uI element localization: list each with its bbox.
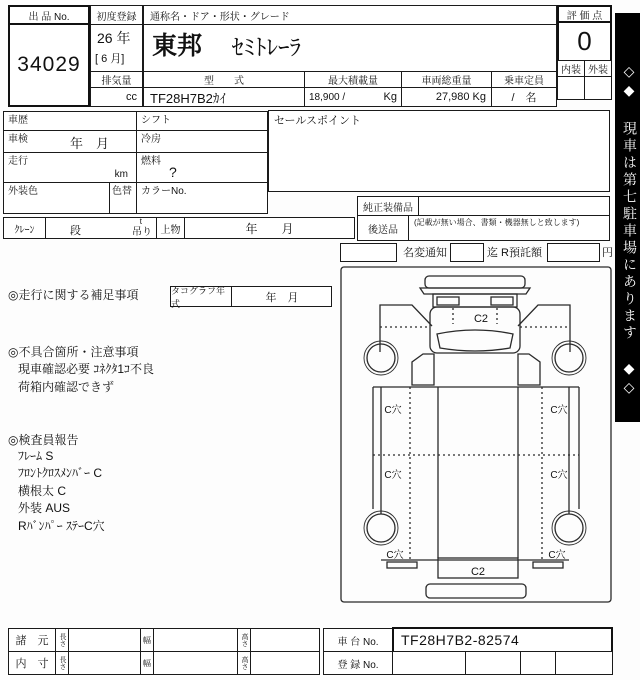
spec-length-header <box>55 628 69 652</box>
flap-left <box>387 562 417 568</box>
genuine-equipment-header <box>357 196 419 216</box>
shift-label: シフト <box>141 115 171 126</box>
grade-value-cell <box>557 23 612 60</box>
width-label: 幅 <box>143 635 151 645</box>
model-code-label: 型 式 <box>204 76 244 87</box>
body-type-label: 上物 <box>160 224 181 236</box>
wheel-rear-right <box>555 514 583 542</box>
support-right <box>518 354 540 385</box>
color-change-label: 色替 <box>112 186 132 197</box>
name-change-date-box <box>450 243 484 262</box>
deposit-amount-box <box>547 243 600 262</box>
name-change-input-box <box>340 243 397 262</box>
front-wing <box>420 288 530 294</box>
tachograph-value: 年 月 <box>265 291 299 304</box>
sales-point-box <box>268 110 610 192</box>
ext-color-label: 外装色 <box>8 186 38 197</box>
spec-row-header <box>8 628 56 652</box>
wheel-front-left <box>367 344 395 372</box>
yen-label: 円 <box>602 247 613 259</box>
wheel-rear-left <box>367 514 395 542</box>
grade-header <box>557 5 612 23</box>
reg-no-cell <box>520 651 556 675</box>
displacement-value-cell <box>90 87 143 107</box>
mileage-label: 走行 <box>8 156 28 167</box>
inner-length-cell <box>68 651 141 675</box>
tachograph-label: タコグラフ年式 <box>171 285 226 309</box>
inner-row-header <box>8 651 56 675</box>
fuel-value: ? <box>169 164 177 180</box>
tachograph-header <box>170 286 232 307</box>
max-load-label: 最大積載量 <box>328 76 378 87</box>
spec-height-cell <box>250 628 320 652</box>
vehicle-name-cell <box>143 24 557 72</box>
cab-window-right <box>491 297 513 305</box>
rear-bumper <box>426 584 526 598</box>
color-change-cell <box>109 182 137 214</box>
wheel-front-right-outer <box>552 341 586 375</box>
inspector-line: 外装 AUS <box>18 501 71 515</box>
lot-number-value: 34029 <box>17 53 81 76</box>
spec-height-header <box>237 628 251 652</box>
tachograph-value-cell <box>232 286 332 307</box>
genuine-equipment-label: 純正装備品 <box>363 202 413 214</box>
first-reg-month: [ 6 月] <box>95 53 125 65</box>
model-code-header <box>143 71 305 88</box>
defect-line: 荷箱内確認できず <box>18 380 115 394</box>
history-cell <box>3 111 137 131</box>
front-bumper <box>425 276 525 288</box>
chassis-no-label: 車 台 No. <box>337 636 379 648</box>
height-label: 高さ <box>241 656 248 670</box>
deposit-label: R預託額 <box>501 247 542 259</box>
first-reg-label: 初度登録 <box>96 11 137 23</box>
body-type-cell <box>156 217 185 239</box>
lot-number-label: 出 品 No. <box>28 11 70 23</box>
vehicle-diagram <box>340 266 612 603</box>
displacement-label: 排気量 <box>101 76 132 87</box>
wheel-front-left-outer <box>364 341 398 375</box>
sales-point-label: セールスポイント <box>274 115 362 127</box>
diagram-rear-mark: C2 <box>470 566 486 578</box>
mileage-note-title: ◎走行に関する補足事項 <box>8 288 139 302</box>
model-name: ｾﾐﾄﾚｰﾗ <box>232 34 301 60</box>
color-no-cell <box>136 182 268 214</box>
crane-spec-cell <box>45 217 157 239</box>
diagram-hole-mark: C穴 <box>550 405 568 416</box>
reg-no-cell <box>465 651 521 675</box>
chassis-no-header <box>323 628 393 652</box>
vehicle-name-header <box>143 5 557 25</box>
spec-length-cell <box>68 628 141 652</box>
gross-weight-value: 27,980 Kg <box>435 91 486 103</box>
front-left-outline <box>380 305 432 352</box>
spec-width-cell <box>153 628 238 652</box>
lot-number-header <box>8 5 90 25</box>
max-load-value: 18,900 / <box>309 91 346 103</box>
fuel-cell <box>136 152 268 183</box>
gross-weight-header <box>401 71 492 88</box>
first-reg-value-cell <box>90 24 143 72</box>
diagram-hole-mark: C穴 <box>550 470 568 481</box>
crane-cell <box>3 217 46 239</box>
exterior-value-cell <box>584 76 612 100</box>
inspection-cell <box>3 130 137 153</box>
first-reg-header <box>90 5 143 25</box>
grade-label: 評 価 点 <box>566 10 603 22</box>
interior-header <box>557 60 585 77</box>
until-label: 迄 <box>487 247 498 259</box>
reg-no-cell <box>555 651 613 675</box>
length-label: 長さ <box>59 633 66 647</box>
diagram-hole-mark: C穴 <box>384 405 402 416</box>
inner-width-header <box>140 651 154 675</box>
mileage-cell <box>3 152 137 183</box>
capacity-header <box>491 71 557 88</box>
diagram-hole-mark: C穴 <box>386 550 404 561</box>
later-items-note: (記載が無い場合、書類・機器無しと致します) <box>414 218 580 227</box>
first-reg-year: 26 年 <box>97 30 131 46</box>
chassis-no-cell <box>392 627 613 653</box>
grade-value: 0 <box>577 26 592 56</box>
ac-label: 冷房 <box>141 134 161 145</box>
displacement-header <box>90 71 143 88</box>
max-load-unit: Kg <box>383 91 397 103</box>
later-items-label: 後送品 <box>368 224 398 236</box>
coupler-inner <box>437 330 513 351</box>
chassis-no-value: TF28H7B2-82574 <box>401 632 520 648</box>
body-year-cell <box>184 217 355 239</box>
reg-no-label: 登 録 No. <box>337 659 379 671</box>
inspector-line: ﾌﾚｰﾑ S <box>18 449 54 463</box>
gross-weight-label: 車両総重量 <box>421 76 472 87</box>
body-year-value: 年 月 <box>245 221 294 236</box>
spec-label: 諸 元 <box>15 635 49 647</box>
inner-label: 内 寸 <box>15 658 49 670</box>
diagram-hole-mark: C穴 <box>548 550 566 561</box>
defect-line: 現車確認必要 ｺﾈｸﾀ1ｺ不良 <box>18 362 155 376</box>
lot-number-value-cell <box>8 25 90 105</box>
inspection-value: 年 月 <box>70 136 110 151</box>
cab-window-left <box>437 297 459 305</box>
wheel-rear-right-outer <box>552 511 586 545</box>
model-code-value: TF28H7B2ｶｲ <box>150 90 226 106</box>
defect-title: ◎不具合箇所・注意事項 <box>8 345 139 359</box>
length-label: 長さ <box>59 656 66 670</box>
gross-weight-cell <box>401 87 492 107</box>
history-label: 車歴 <box>8 115 28 126</box>
wheel-rear-left-outer <box>364 511 398 545</box>
max-load-header <box>304 71 402 88</box>
reg-no-header <box>323 651 393 675</box>
exterior-header <box>584 60 612 77</box>
front-right-outline <box>518 305 570 352</box>
inner-length-header <box>55 651 69 675</box>
maker-name: 東邦 <box>152 32 203 60</box>
capacity-label: 乗車定員 <box>504 76 544 87</box>
inspector-line: Rﾊﾞﾝﾊﾟｰ ｽﾃｰC穴 <box>18 519 105 533</box>
max-load-cell <box>304 87 402 107</box>
crane-lift-label: 吊り <box>132 227 152 238</box>
width-label: 幅 <box>143 658 151 668</box>
capacity-value: / 名 <box>511 92 537 104</box>
inspector-line: ﾌﾛﾝﾄｸﾛｽﾒﾝﾊﾞｰ C <box>18 466 103 480</box>
support-left <box>412 354 434 385</box>
parking-notice-banner <box>615 13 640 422</box>
inspection-label: 車検 <box>8 134 28 145</box>
inner-height-header <box>237 651 251 675</box>
wheel-front-right <box>555 344 583 372</box>
fuel-label: 燃料 <box>141 156 161 167</box>
crane-label: ｸﾚｰﾝ <box>14 224 35 236</box>
inspector-line: 横根太 C <box>18 484 67 498</box>
flap-right <box>533 562 563 568</box>
interior-value-cell <box>557 76 585 100</box>
inner-height-cell <box>250 651 320 675</box>
height-label: 高さ <box>241 633 248 647</box>
diagram-front-mark: C2 <box>473 313 489 325</box>
ext-color-cell <box>3 182 110 214</box>
crane-stage-label: 段 <box>70 225 81 237</box>
interior-label: 内装 <box>561 65 581 76</box>
spec-width-header <box>140 628 154 652</box>
color-no-label: カラーNo. <box>141 186 187 197</box>
mileage-unit: km <box>114 169 128 180</box>
later-items-header <box>357 215 409 241</box>
capacity-cell <box>491 87 557 107</box>
displacement-unit: cc <box>126 91 137 103</box>
parking-notice-text: ◇◆ 現車は第七駐車場にあります ◆◇ <box>622 64 638 399</box>
ac-cell <box>136 130 268 153</box>
diagram-hole-mark: C穴 <box>384 470 402 481</box>
crane-ton-label: t <box>139 217 142 226</box>
model-code-cell <box>143 87 305 107</box>
exterior-label: 外装 <box>588 65 608 76</box>
vehicle-name-header-label: 通称名・ドア・形状・グレード <box>150 11 290 23</box>
shift-cell <box>136 111 268 131</box>
reg-no-cell <box>392 651 466 675</box>
name-change-label: 名変通知 <box>403 247 447 259</box>
inspector-title: ◎検査員報告 <box>8 433 79 447</box>
inner-width-cell <box>153 651 238 675</box>
